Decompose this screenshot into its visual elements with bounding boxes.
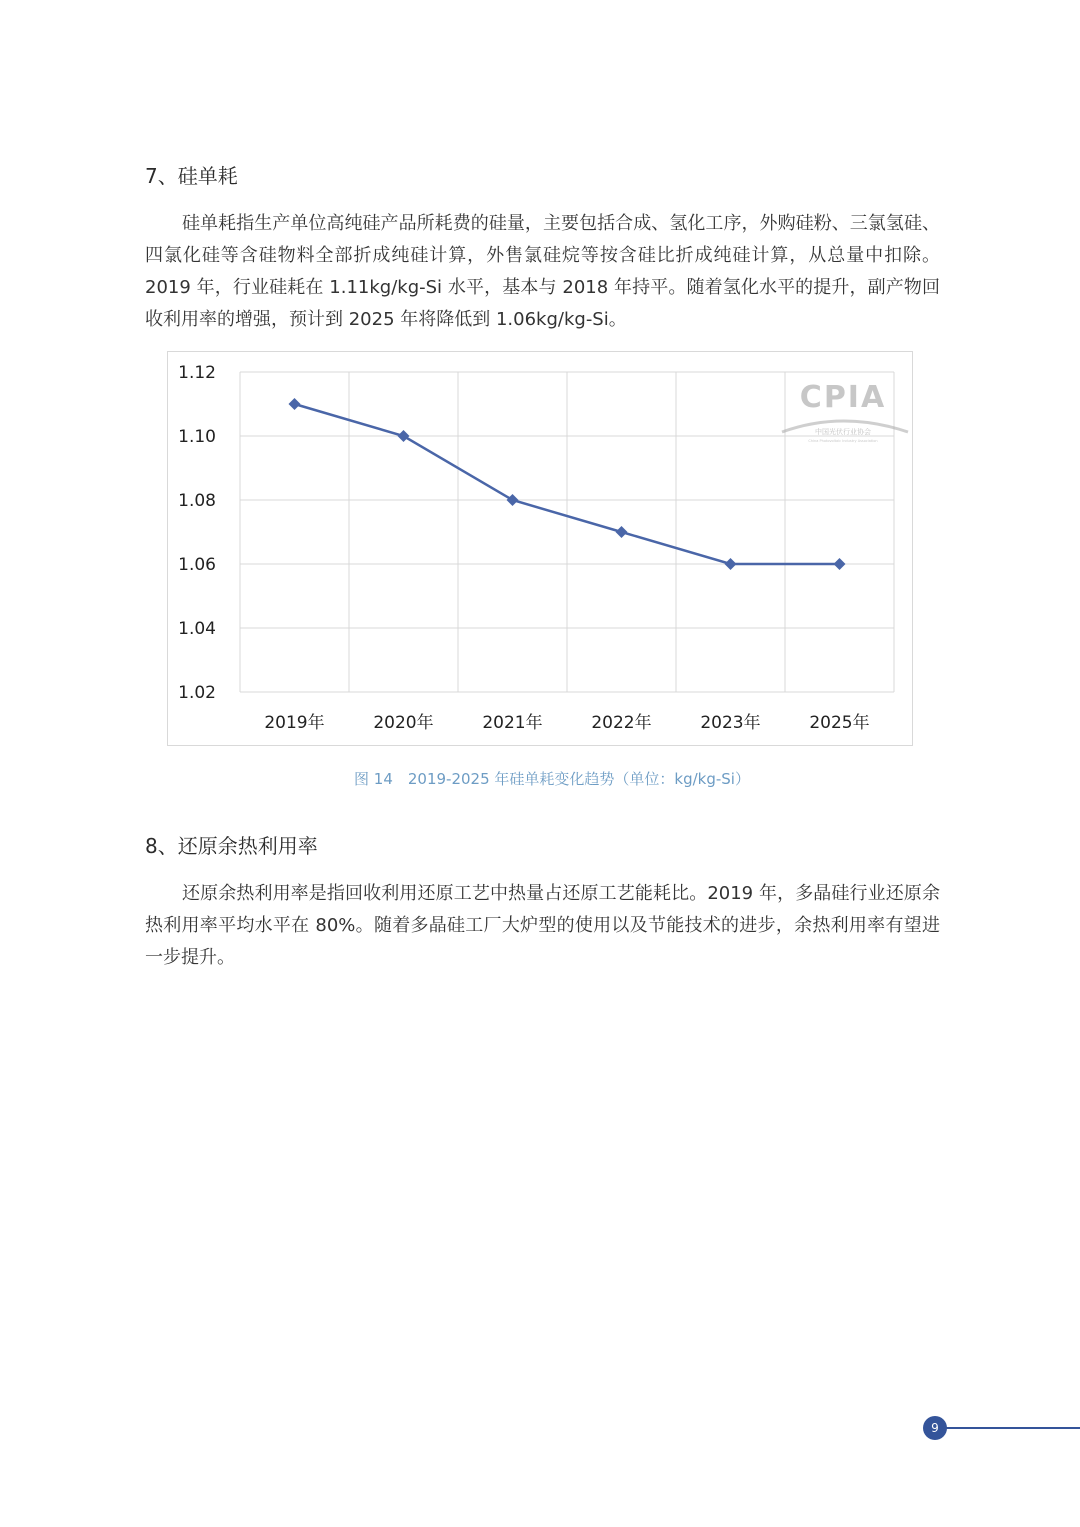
- data-point-marker: [289, 398, 301, 410]
- line-chart: [167, 351, 913, 746]
- x-tick-label: 2025年: [809, 713, 870, 733]
- svg-text:China Photovoltaic Industry As: China Photovoltaic Industry Association: [808, 439, 878, 443]
- y-tick-label: 1.10: [178, 427, 216, 447]
- y-tick-label: 1.12: [178, 363, 216, 383]
- y-tick-label: 1.02: [178, 683, 216, 703]
- page-number-badge: 9: [923, 1416, 947, 1440]
- y-tick-label: 1.06: [178, 555, 216, 575]
- section-8-paragraph: 还原余热利用率是指回收利用还原工艺中热量占还原工艺能耗比。2019 年，多晶硅行业还原余热利用率平均水平在 80%。随着多晶硅工厂大炉型的使用以及节能技术的进步，余热利用率有望进一步提升。: [145, 883, 940, 968]
- data-point-marker: [834, 558, 846, 570]
- y-tick-label: 1.08: [178, 491, 216, 511]
- chart-gridlines: [240, 372, 894, 692]
- cpia-watermark-logo: [782, 380, 908, 443]
- section-8-heading: 8、还原余热利用率: [145, 834, 318, 858]
- x-tick-label: 2019年: [264, 713, 325, 733]
- data-point-marker: [507, 494, 519, 506]
- figure-caption: 图 14 2019-2025 年硅单耗变化趋势（单位：kg/kg-Si）: [354, 770, 750, 788]
- svg-text:CPIA: CPIA: [799, 380, 887, 415]
- chart-canvas: [168, 352, 914, 747]
- y-tick-label: 1.04: [178, 619, 216, 639]
- svg-text:中国光伏行业协会: 中国光伏行业协会: [815, 428, 871, 436]
- x-tick-label: 2022年: [591, 713, 652, 733]
- section-7-heading: 7、硅单耗: [145, 164, 238, 188]
- section-7-paragraph: 硅单耗指生产单位高纯硅产品所耗费的硅量，主要包括合成、氢化工序，外购硅粉、三氯氢硅、四氯化硅等含硅物料全部折成纯硅计算，外售氯硅烷等按含硅比折成纯硅计算，从总量中扣除。2019 年，行业硅耗在 1.11kg/kg-Si 水平，基本与 2018 年持平。随着氢化水平的提升，副产物回收利用率的增强，预计到 2025 年将降低到 1.06kg/kg-Si。: [145, 213, 940, 330]
- data-point-marker: [398, 430, 410, 442]
- footer-rule: [945, 1427, 1080, 1429]
- chart-axes: [178, 363, 869, 733]
- data-point-marker: [725, 558, 737, 570]
- x-tick-label: 2023年: [700, 713, 761, 733]
- data-point-marker: [616, 526, 628, 538]
- x-tick-label: 2020年: [373, 713, 434, 733]
- x-tick-label: 2021年: [482, 713, 543, 733]
